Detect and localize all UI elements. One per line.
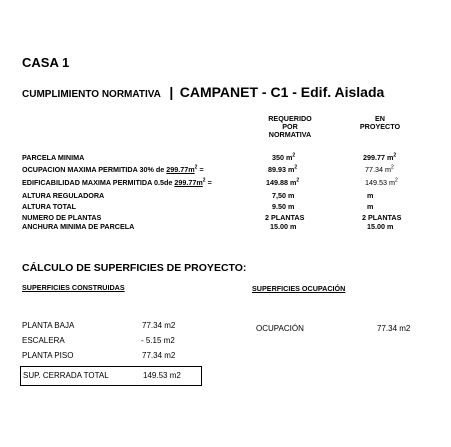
header-separator: | — [169, 84, 174, 100]
project-value: m — [367, 191, 374, 200]
compliance-header — [22, 84, 384, 102]
total-box — [20, 366, 202, 386]
occupation-value: 77.34 m2 — [377, 324, 411, 333]
project-value: 299.77 $m^2$ — [363, 152, 397, 162]
project-value: 2 PLANTAS — [362, 213, 402, 222]
required-value: 2 PLANTAS — [265, 213, 305, 222]
built-item-value: 77.34 m2 — [142, 321, 176, 330]
required-value: 149.88 $m^2$ — [266, 177, 300, 187]
built-item-value: - 5.15 m2 — [141, 336, 175, 345]
case-title: CASA 1 — [22, 55, 70, 70]
column-required-line: REQUERIDO — [268, 114, 312, 123]
compliance-label: CUMPLIMIENTO NORMATIVA — [22, 89, 161, 100]
row-label: OCUPACION MAXIMA PERMITIDA 30% de $299.77m^2$ = — [22, 164, 204, 174]
project-name: CAMPANET - C1 - Edif. Aislada — [179, 84, 385, 100]
occupation-heading: SUPERFICIES OCUPACIÓN — [252, 284, 346, 293]
column-required-line: POR — [282, 122, 298, 131]
row-label: PARCELA MINIMA — [22, 153, 85, 162]
occupation-label: OCUPACIÓN — [256, 324, 304, 333]
project-value: 149.53 $m^2$ — [365, 177, 398, 187]
calc-title: CÁLCULO DE SUPERFICIES DE PROYECTO: — [22, 262, 247, 274]
column-required-line: NORMATIVA — [268, 130, 312, 139]
column-required-header — [255, 115, 325, 139]
project-value: 15.00 m — [367, 222, 394, 231]
column-project-header — [348, 115, 412, 131]
required-value: 350 $m^2$ — [272, 152, 296, 162]
required-value: 7,50 m — [272, 191, 295, 200]
project-value: m — [367, 202, 374, 211]
required-value: 15.00 m — [270, 222, 297, 231]
column-project-line: PROYECTO — [359, 122, 401, 131]
total-label: SUP. CERRADA TOTAL — [23, 371, 109, 380]
project-value: 77.34 $m^2$ — [365, 164, 394, 174]
row-label: NUMERO DE PLANTAS — [22, 213, 102, 222]
row-label: ALTURA REGULADORA — [22, 191, 105, 200]
row-label: ALTURA TOTAL — [22, 202, 77, 211]
column-project-line: EN — [375, 114, 385, 123]
required-value: 89.93 $m^2$ — [268, 164, 298, 174]
required-value: 9.50 m — [272, 202, 295, 211]
built-heading: SUPERFICIES CONSTRUIDAS — [22, 283, 125, 292]
built-item-label: PLANTA PISO — [22, 351, 74, 360]
row-label: EDIFICABILIDAD MAXIMA PERMITIDA 0.5de $299.77m^2$ = — [22, 177, 212, 187]
built-item-label: PLANTA BAJA — [22, 321, 75, 330]
built-item-label: ESCALERA — [22, 336, 65, 345]
total-value: 149.53 m2 — [143, 371, 181, 380]
built-item-value: 77.34 m2 — [142, 351, 176, 360]
row-label: ANCHURA MINIMA DE PARCELA — [22, 222, 135, 231]
